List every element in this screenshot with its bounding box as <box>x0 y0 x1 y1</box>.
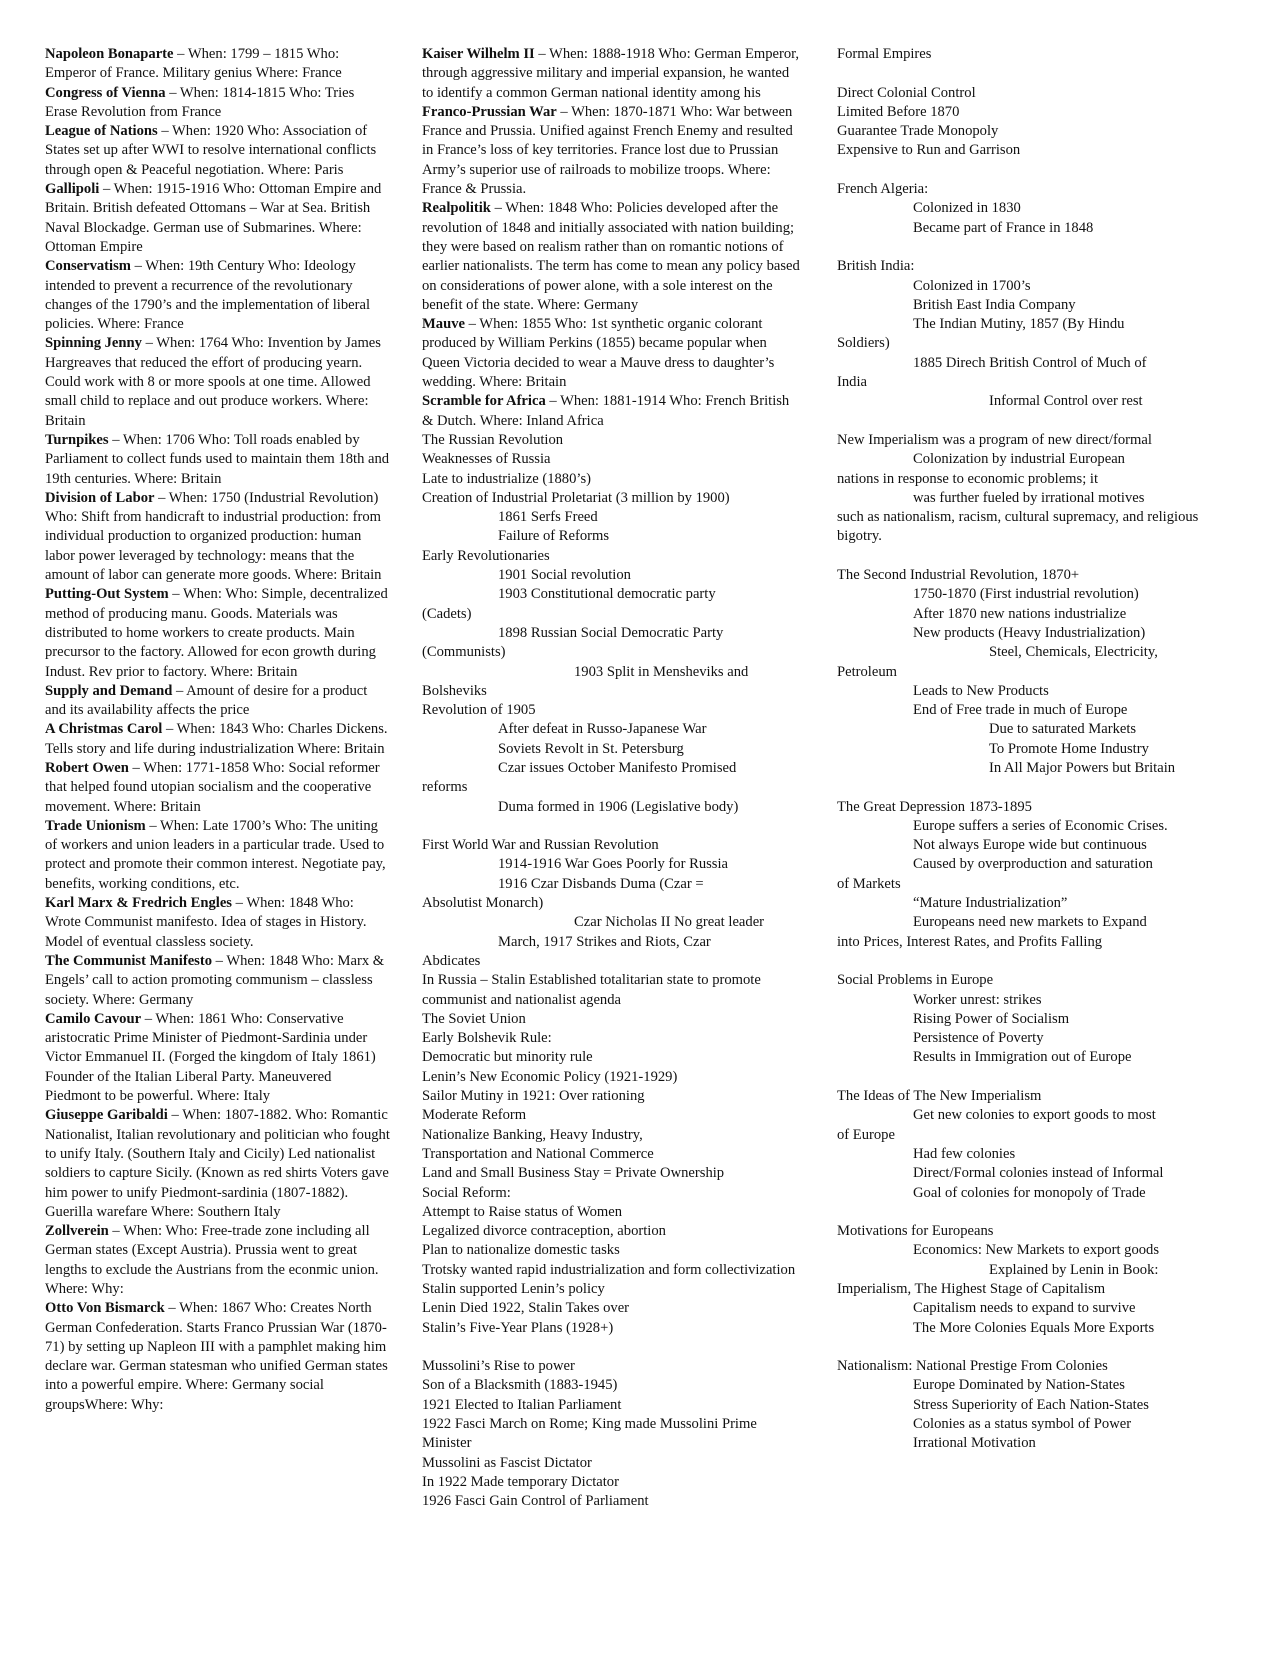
glossary-definition: – When: 1848 Who: Wrote Communist manifesto. Idea of stages in History. Model of eventual classless society. <box>45 895 367 950</box>
outline-line: nations in response to economic problems; it <box>837 470 1099 487</box>
glossary-entry <box>45 952 390 1010</box>
outline-subline: 1914-1916 War Goes Poorly for Russia <box>498 856 729 873</box>
glossary-term: Turnpikes <box>45 431 109 448</box>
blank-line <box>837 547 1227 566</box>
blank-line <box>837 412 1227 431</box>
outline-line: Bolsheviks <box>422 682 487 699</box>
glossary-entry <box>45 682 390 721</box>
glossary-term: Division of Labor <box>45 489 155 506</box>
outline-line: Social Reform: <box>422 1184 511 1201</box>
glossary-term: The Communist Manifesto <box>45 952 213 969</box>
blank-line <box>837 778 1227 797</box>
column-2-glossary <box>422 45 802 431</box>
outline-subline: Goal of colonies for monopoly of Trade <box>913 1184 1146 1201</box>
outline-line: Lenin’s New Economic Policy (1921-1929) <box>422 1068 678 1085</box>
outline-subline: Soviets Revolt in St. Petersburg <box>498 740 684 757</box>
outline-subline: Worker unrest: strikes <box>913 991 1042 1008</box>
outline-line: Legalized divorce contraception, abortion <box>422 1223 666 1240</box>
outline-line: Imperialism, The Highest Stage of Capitalism <box>837 1281 1106 1297</box>
outline-subline: Due to saturated Markets <box>989 721 1137 738</box>
glossary-definition: – When: 1750 (Industrial Revolution) Who: Shift from handicraft to industrial production: from individual production to organized production: human labor power leveraged by technology: means that the amount of labor can generate more goods. Where: Britain <box>45 489 382 584</box>
glossary-term: Spinning Jenny <box>45 335 142 352</box>
glossary-term: Robert Owen <box>45 759 129 776</box>
outline-line: Stalin supported Lenin’s policy <box>422 1281 605 1297</box>
outline-subline: Caused by overproduction and saturation <box>913 856 1153 873</box>
outline-line: British India: <box>837 258 915 275</box>
outline-subline: Persistence of Poverty <box>913 1030 1044 1047</box>
outline-subline: Capitalism needs to expand to survive <box>913 1300 1136 1317</box>
glossary-definition: – When: Who: Free-trade zone including all German states (Except Austria). Prussia went to great lengths to exclude the Austrians from the econmic union. Where: Why: <box>45 1223 379 1297</box>
outline-line: Revolution of 1905 <box>422 702 536 719</box>
outline-line: such as nationalism, racism, cultural supremacy, and religious bigotry. <box>837 509 1199 545</box>
outline-subline: After defeat in Russo-Japanese War <box>498 721 707 738</box>
outline-line: 1922 Fasci March on Rome; King made Mussolini Prime Minister <box>422 1416 757 1452</box>
glossary-definition: – When: 1814-1815 Who: Tries Erase Revolution from France <box>45 84 355 120</box>
glossary-entry <box>45 334 390 430</box>
glossary-entry <box>45 585 390 681</box>
outline-subline: Steel, Chemicals, Electricity, <box>989 644 1158 661</box>
outline-line: Formal Empires <box>837 46 932 62</box>
blank-line <box>837 1338 1227 1357</box>
outline-subline: 1885 Direch British Control of Much of <box>913 354 1147 371</box>
glossary-entry <box>45 817 390 894</box>
outline-subline: The Indian Mutiny, 1857 (By Hindu <box>913 316 1125 333</box>
glossary-entry <box>45 1222 390 1299</box>
outline-subline: “Mature Industrialization” <box>913 895 1068 912</box>
outline-line: The Great Depression 1873-1895 <box>837 798 1032 815</box>
outline-subline: Failure of Reforms <box>498 528 610 545</box>
outline-line: Guarantee Trade Monopoly <box>837 123 999 140</box>
glossary-definition: – When: 1870-1871 Who: War between France and Prussia. Unified against French Enemy and resulted in France’s loss of key territories. France lost due to Prussian Army’s superior use of railroads to mobilize troops. Where: France & Prussia. <box>422 103 793 198</box>
glossary-term: Supply and Demand <box>45 682 173 699</box>
glossary-definition: – When: 19th Century Who: Ideology intended to prevent a recurrence of the revolutionary changes of the 1790’s and the implementation of liberal policies. Where: France <box>45 258 371 333</box>
outline-line: Plan to nationalize domestic tasks <box>422 1242 620 1259</box>
outline-line: India <box>837 374 867 391</box>
glossary-entry <box>45 894 390 952</box>
glossary-term: Trade Unionism <box>45 817 146 834</box>
outline-line: Petroleum <box>837 663 897 680</box>
blank-line <box>837 238 1227 257</box>
outline-line: The Second Industrial Revolution, 1870+ <box>837 567 1080 584</box>
outline-subline: Direct/Formal colonies instead of Informal <box>913 1165 1164 1182</box>
outline-subline: was further fueled by irrational motives <box>913 489 1145 506</box>
outline-line: into Prices, Interest Rates, and Profits Falling <box>837 933 1103 950</box>
outline-line: reforms <box>422 779 468 796</box>
outline-line: Son of a Blacksmith (1883-1945) <box>422 1377 618 1394</box>
outline-line: Land and Small Business Stay = Private Ownership <box>422 1165 725 1182</box>
outline-line: Late to industrialize (1880’s) <box>422 470 591 487</box>
outline-line: The Russian Revolution <box>422 431 564 448</box>
outline-line: Nationalize Banking, Heavy Industry, <box>422 1126 643 1143</box>
outline-subline: Stress Superiority of Each Nation-States <box>913 1396 1149 1413</box>
glossary-term: Scramble for Africa <box>422 393 546 410</box>
glossary-definition: – When: 1848 Who: Policies developed after the revolution of 1848 and initially associated with nation building; they were based on realism rather than on romantic notions of earlier nationalists. The term has come to mean any policy based on considerations of power alone, with a sole interest on the benefit of the state. Where: Germany <box>422 200 800 313</box>
outline-line: Sailor Mutiny in 1921: Over rationing <box>422 1088 645 1105</box>
glossary-entry <box>45 180 390 257</box>
glossary-definition: – When: 1706 Who: Toll roads enabled by Parliament to collect funds used to maintain them 18th and 19th centuries. Where: Britain <box>45 431 390 487</box>
blank-line <box>837 952 1227 971</box>
outline-subline: Not always Europe wide but continuous <box>913 837 1147 854</box>
glossary-term: Congress of Vienna <box>45 84 166 101</box>
outline-line: In Russia – Stalin Established totalitarian state to promote communist and nationalist agenda <box>422 972 761 1008</box>
outline-subline: Czar issues October Manifesto Promised <box>498 759 737 776</box>
outline-line: In 1922 Made temporary Dictator <box>422 1473 619 1490</box>
outline-subline: Europe suffers a series of Economic Crises. <box>913 817 1168 834</box>
glossary-entry <box>422 103 802 199</box>
outline-subline: Czar Nicholas II No great leader <box>574 914 765 931</box>
glossary-term: Napoleon Bonaparte <box>45 46 174 62</box>
glossary-entry <box>45 122 390 180</box>
blank-line <box>837 1068 1227 1087</box>
outline-subline: Get new colonies to export goods to most <box>913 1107 1156 1124</box>
glossary-definition: – When: 1861 Who: Conservative aristocratic Prime Minister of Piedmont-Sardinia under Victor Emmanuel II. (Forged the kingdom of Italy 1861) Founder of the Italian Liberal Party. Maneuvered Piedmont to be powerful. Where: Italy <box>45 1010 376 1105</box>
blank-line <box>422 1338 802 1357</box>
outline-subline: Colonized in 1830 <box>913 200 1021 217</box>
outline-subline: The More Colonies Equals More Exports <box>913 1319 1155 1336</box>
outline-subline: Rising Power of Socialism <box>913 1010 1070 1027</box>
glossary-definition: – When: 1915-1916 Who: Ottoman Empire and Britain. British defeated Ottomans – War at Sea. British Naval Blockadge. German use of Submarines. Where: Ottoman Empire <box>45 181 382 255</box>
glossary-definition: – When: 1799 – 1815 Who: Emperor of France. Military genius Where: France <box>45 46 342 82</box>
column-2-notes <box>422 45 802 1512</box>
outline-line: of Markets <box>837 875 901 892</box>
outline-subline: Europe Dominated by Nation-States <box>913 1377 1125 1394</box>
glossary-definition: – When: 1771-1858 Who: Social reformer that helped found utopian socialism and the cooperative movement. Where: Britain <box>45 759 380 815</box>
glossary-term: Giuseppe Garibaldi <box>45 1107 168 1124</box>
column-3-outline <box>837 45 1227 1454</box>
blank-line <box>837 1203 1227 1222</box>
outline-subline: Colonies as a status symbol of Power <box>913 1416 1132 1433</box>
outline-subline: After 1870 new nations industrialize <box>913 605 1127 622</box>
glossary-entry <box>422 315 802 392</box>
outline-line: Absolutist Monarch) <box>422 895 544 912</box>
outline-line: The Soviet Union <box>422 1010 526 1027</box>
glossary-definition: – When: Late 1700’s Who: The uniting of workers and union leaders in a particular trade. Used to protect and promote their common interest. Negotiate pay, benefits, working conditions, etc. <box>45 817 386 892</box>
outline-line: Soldiers) <box>837 335 890 352</box>
outline-subline: Duma formed in 1906 (Legislative body) <box>498 798 739 815</box>
glossary-definition: – When: 1843 Who: Charles Dickens. Tells story and life during industrialization Where: Britain <box>45 721 388 757</box>
glossary-term: Gallipoli <box>45 181 100 198</box>
outline-subline: 1861 Serfs Freed <box>498 509 598 526</box>
outline-line: Abdicates <box>422 952 481 969</box>
outline-subline: Colonization by industrial European <box>913 451 1125 468</box>
outline-subline: Had few colonies <box>913 1145 1016 1162</box>
outline-line: Social Problems in Europe <box>837 972 994 989</box>
outline-subline: End of Free trade in much of Europe <box>913 702 1128 719</box>
glossary-definition: – When: 1855 Who: 1st synthetic organic colorant produced by William Perkins (1855) became popular when Queen Victoria decided to wear a Mauve dress to daughter’s wedding. Where: Britain <box>422 316 775 391</box>
outline-subline: In All Major Powers but Britain <box>989 759 1176 776</box>
outline-subline: March, 1917 Strikes and Riots, Czar <box>498 933 711 950</box>
glossary-entry <box>45 759 390 817</box>
outline-line: Expensive to Run and Garrison <box>837 142 1021 159</box>
glossary-definition: – When: 1807-1882. Who: Romantic Nationalist, Italian revolutionary and politician who fought to unify Italy. (Southern Italy and Cicily) Led nationalist soldiers to capture Sicily. (Known as red shirts Voters gave him power to unify Piedmont-sardinia (1807-1882). Guerilla warefare Where: Southern Italy <box>45 1107 390 1220</box>
outline-subline: 1916 Czar Disbands Duma (Czar = <box>498 875 704 892</box>
outline-line: First World War and Russian Revolution <box>422 837 659 854</box>
glossary-entry <box>45 1299 390 1415</box>
glossary-term: Zollverein <box>45 1223 109 1240</box>
outline-subline: 1903 Split in Mensheviks and <box>574 663 749 680</box>
blank-line <box>837 64 1227 83</box>
outline-subline: Results in Immigration out of Europe <box>913 1049 1132 1066</box>
blank-line <box>422 817 802 836</box>
outline-line: Trotsky wanted rapid industrialization and form collectivization <box>422 1261 796 1278</box>
column-2-outline <box>422 431 802 1512</box>
outline-line: Early Revolutionaries <box>422 547 550 564</box>
glossary-entry <box>45 489 390 585</box>
glossary-entry <box>422 199 802 315</box>
outline-line: Stalin’s Five-Year Plans (1928+) <box>422 1319 614 1336</box>
outline-line: French Algeria: <box>837 181 929 198</box>
glossary-term: Franco-Prussian War <box>422 103 557 120</box>
outline-subline: Became part of France in 1848 <box>913 219 1094 236</box>
glossary-definition: – When: 1888-1918 Who: German Emperor, through aggressive military and imperial expansion, he wanted to identify a common German national identity among his <box>422 46 800 101</box>
outline-line: New Imperialism was a program of new direct/formal <box>837 431 1152 448</box>
outline-line: Weaknesses of Russia <box>422 451 551 468</box>
glossary-definition: – When: 1881-1914 Who: French British & Dutch. Where: Inland Africa <box>422 393 790 429</box>
glossary-entry <box>45 1010 390 1106</box>
outline-subline: Explained by Lenin in Book: <box>989 1261 1159 1278</box>
outline-subline: Informal Control over rest <box>989 393 1143 410</box>
glossary-term: Putting-Out System <box>45 586 169 603</box>
glossary-definition: – Amount of desire for a product and its availability affects the price <box>45 682 368 719</box>
glossary-entry <box>45 257 390 334</box>
outline-subline: Europeans need new markets to Expand <box>913 914 1147 931</box>
outline-line: Democratic but minority rule <box>422 1049 593 1066</box>
glossary-term: Mauve <box>422 316 465 333</box>
outline-line: (Cadets) <box>422 605 472 622</box>
glossary-entry <box>45 431 390 489</box>
glossary-definition: – When: 1764 Who: Invention by James Hargreaves that reduced the effort of producing yearn. Could work with 8 or more spools at one time. Allowed small child to replace and out produce workers. Where: Britain <box>45 335 381 429</box>
outline-subline: British East India Company <box>913 296 1076 313</box>
glossary-term: League of Nations <box>45 123 158 140</box>
outline-line: Creation of Industrial Proletariat (3 million by 1900) <box>422 489 730 506</box>
outline-line: 1926 Fasci Gain Control of Parliament <box>422 1493 649 1510</box>
outline-line: Attempt to Raise status of Women <box>422 1203 623 1220</box>
glossary-term: Kaiser Wilhelm II <box>422 46 535 62</box>
glossary-term: Karl Marx & Fredrich Engles <box>45 895 232 912</box>
outline-line: Mussolini as Fascist Dictator <box>422 1454 592 1471</box>
outline-line: Moderate Reform <box>422 1107 527 1124</box>
outline-line: Early Bolshevik Rule: <box>422 1030 552 1047</box>
glossary-term: Camilo Cavour <box>45 1010 142 1027</box>
column-1-glossary <box>45 45 390 1415</box>
glossary-term: Conservatism <box>45 258 131 275</box>
outline-subline: 1898 Russian Social Democratic Party <box>498 624 724 641</box>
outline-subline: New products (Heavy Industrialization) <box>913 624 1146 641</box>
outline-line: Nationalism: National Prestige From Colonies <box>837 1358 1108 1375</box>
outline-line: The Ideas of The New Imperialism <box>837 1088 1042 1105</box>
outline-subline: Colonized in 1700’s <box>913 277 1031 294</box>
glossary-entry <box>422 392 802 431</box>
glossary-definition: – When: 1867 Who: Creates North German Confederation. Starts Franco Prussian War (1870-71) by setting up Napleon III with a pamphlet making him declare war. German statesman who unified German states into a powerful empire. Where: Germany social groupsWhere: Why: <box>45 1300 388 1413</box>
outline-subline: 1750-1870 (First industrial revolution) <box>913 586 1139 603</box>
outline-line: Motivations for Europeans <box>837 1223 994 1240</box>
glossary-definition: – When: Who: Simple, decentralized method of producing manu. Goods. Materials was distributed to home workers to create products. Main precursor to the factory. Allowed for econ growth during Indust. Rev prior to factory. Where: Britain <box>45 586 388 680</box>
glossary-definition: – When: 1920 Who: Association of States set up after WWI to resolve international conflicts through open & Peaceful negotiation. Where: Paris <box>45 123 377 178</box>
outline-line: Limited Before 1870 <box>837 103 960 120</box>
glossary-entry <box>45 720 390 759</box>
outline-line: of Europe <box>837 1126 895 1143</box>
outline-subline: Irrational Motivation <box>913 1435 1036 1452</box>
glossary-term: Realpolitik <box>422 200 491 217</box>
glossary-term: Otto Von Bismarck <box>45 1300 165 1317</box>
outline-line: 1921 Elected to Italian Parliament <box>422 1396 622 1413</box>
outline-line: Direct Colonial Control <box>837 84 976 101</box>
glossary-term: A Christmas Carol <box>45 721 163 738</box>
outline-line: (Communists) <box>422 644 506 661</box>
blank-line <box>837 161 1227 180</box>
outline-subline: 1903 Constitutional democratic party <box>498 586 716 603</box>
outline-line: Lenin Died 1922, Stalin Takes over <box>422 1300 630 1317</box>
glossary-entry <box>422 45 802 103</box>
glossary-entry <box>45 1106 390 1222</box>
outline-subline: 1901 Social revolution <box>498 567 631 584</box>
outline-subline: Leads to New Products <box>913 682 1049 699</box>
glossary-entry <box>45 45 390 84</box>
glossary-definition: – When: 1848 Who: Marx & Engels’ call to action promoting communism – classless society. Where: Germany <box>45 952 385 1008</box>
glossary-entry <box>45 84 390 123</box>
outline-subline: To Promote Home Industry <box>989 740 1149 757</box>
outline-line: Transportation and National Commerce <box>422 1145 654 1162</box>
outline-line: Mussolini’s Rise to power <box>422 1358 575 1375</box>
outline-subline: Economics: New Markets to export goods <box>913 1242 1160 1259</box>
